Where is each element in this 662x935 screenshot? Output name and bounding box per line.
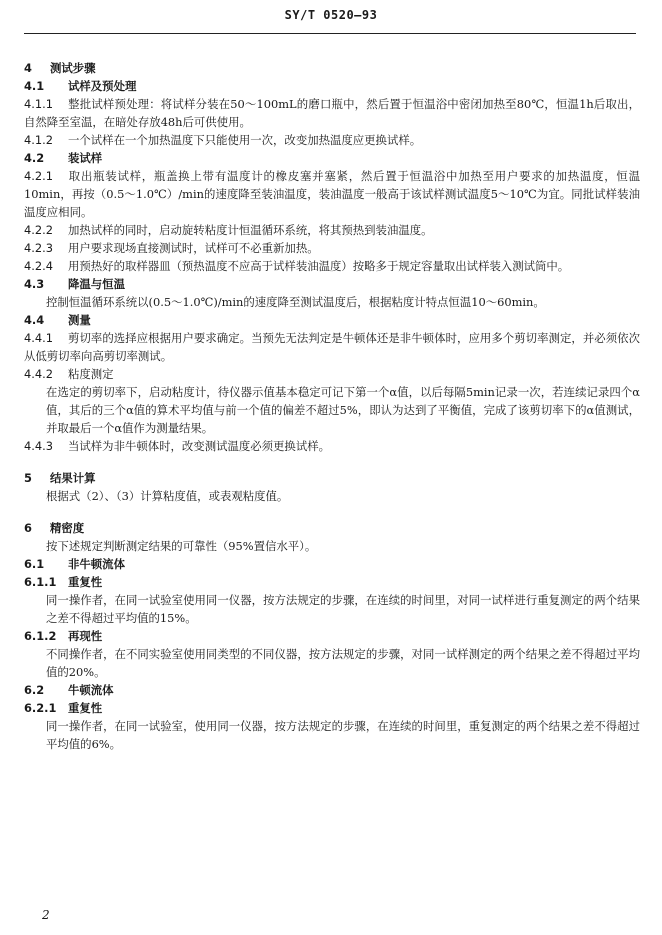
clause-number: 6.2.1	[24, 701, 57, 715]
page-footer	[42, 908, 50, 922]
clause-text: 取出瓶装试样，瓶盖换上带有温度计的橡皮塞并塞紧，然后置于恒温浴中加热至用户要求的加热温度，恒温10min，再按（0.5～1.0℃）/min的速度降至装油温度，装油温度一般高于该试样测试温度5～10℃为宜。同批试样装油温度应相同。	[24, 169, 640, 219]
section-gap	[24, 505, 640, 515]
clause-text: 测试步骤	[50, 61, 96, 75]
paragraph	[24, 131, 640, 149]
section-gap	[24, 455, 640, 465]
clause-text: 同一操作者，在同一试验室，使用同一仪器，按方法规定的步骤，在连续的时间里，重复测定的两个结果之差不得超过平均值的6%。	[46, 719, 640, 751]
clause-number: 4.2	[24, 151, 45, 165]
paragraph	[24, 487, 640, 505]
clause-number: 5	[24, 471, 32, 485]
clause-text: 结果计算	[50, 471, 96, 485]
paragraph	[24, 717, 640, 753]
document-header	[0, 8, 662, 22]
paragraph	[24, 257, 640, 275]
clause-text: 一个试样在一个加热温度下只能使用一次，改变加热温度应更换试样。	[68, 133, 422, 147]
clause-text: 同一操作者，在同一试验室使用同一仪器，按方法规定的步骤，在连续的时间里，对同一试样进行重复测定的两个结果之差不得超过平均值的15%。	[46, 593, 640, 625]
clause-number: 4.4	[24, 313, 45, 327]
subsection-heading	[24, 555, 640, 573]
paragraph	[24, 95, 640, 131]
clause-text: 加热试样的同时，启动旋转粘度计恒温循环系统，将其预热到装油温度。	[68, 223, 433, 237]
clause-text: 在选定的剪切率下，启动粘度计，待仪器示值基本稳定可记下第一个α值，以后每隔5min记录一次，若连续记录四个α值，其后的三个α值的算术平均值与前一个值的偏差不超过5%，即认为达到了平衡值，完成了该剪切率下的α值测试，并取最后一个α值作为测量结果。	[46, 385, 640, 435]
page-number: 2	[42, 908, 50, 922]
page-body	[24, 55, 640, 753]
clause-number: 4.1.2	[24, 133, 53, 147]
clause-number: 4.2.3	[24, 241, 53, 255]
paragraph	[24, 537, 640, 555]
clause-text: 整批试样预处理：将试样分装在50～100mL的磨口瓶中，然后置于恒温浴中密闭加热至80℃，恒温1h后取出，自然降至室温，在暗处存放48h后可供使用。	[24, 97, 640, 129]
paragraph	[24, 645, 640, 681]
clause-text: 剪切率的选择应根据用户要求确定。当预先无法判定是牛顿体还是非牛顿体时，应用多个剪切率测定，并必须依次从低剪切率向高剪切率测试。	[24, 331, 640, 363]
clause-number: 4	[24, 61, 32, 75]
paragraph	[24, 329, 640, 365]
clause-text: 测量	[68, 313, 91, 327]
clause-text: 重复性	[68, 701, 103, 715]
clause-number: 6.2	[24, 683, 45, 697]
document-code: SY/T 0520—93	[284, 8, 378, 22]
section-heading	[24, 519, 640, 537]
subsection-heading	[24, 627, 640, 645]
section-heading	[24, 469, 640, 487]
clause-number: 6.1.2	[24, 629, 57, 643]
clause-text: 精密度	[50, 521, 85, 535]
paragraph	[24, 221, 640, 239]
clause-number: 6.1	[24, 557, 45, 571]
clause-number: 4.4.1	[24, 331, 53, 345]
subsection-heading	[24, 77, 640, 95]
subsection-heading	[24, 149, 640, 167]
clause-text: 当试样为非牛顿体时，改变测试温度必须更换试样。	[68, 439, 330, 453]
clause-text: 用户要求现场直接测试时，试样可不必重新加热。	[68, 241, 319, 255]
clause-text: 牛顿流体	[68, 683, 114, 697]
subsection-heading	[24, 681, 640, 699]
subsection-heading	[24, 311, 640, 329]
subsection-heading	[24, 573, 640, 591]
clause-text: 根据式（2）、（3）计算粘度值，或表观粘度值。	[46, 489, 289, 503]
clause-number: 4.2.2	[24, 223, 53, 237]
clause-text: 粘度测定	[68, 367, 114, 381]
paragraph	[24, 437, 640, 455]
clause-text: 装试样	[68, 151, 103, 165]
clause-number: 4.1.1	[24, 97, 53, 111]
clause-number: 4.4.2	[24, 367, 53, 381]
paragraph	[24, 167, 640, 221]
clause-text: 用预热好的取样器皿（预热温度不应高于试样装油温度）按略多于规定容量取出试样装入测试筒中。	[68, 259, 570, 273]
clause-number: 4.2.4	[24, 259, 53, 273]
subsection-heading	[24, 699, 640, 717]
header-rule	[24, 33, 636, 34]
clause-text: 再现性	[68, 629, 103, 643]
clause-number: 6	[24, 521, 32, 535]
paragraph	[24, 239, 640, 257]
paragraph	[24, 365, 640, 383]
clause-text: 控制恒温循环系统以(0.5～1.0℃)/min的速度降至测试温度后，根据粘度计特点恒温10～60min。	[46, 295, 545, 309]
clause-number: 4.3	[24, 277, 45, 291]
clause-text: 试样及预处理	[68, 79, 137, 93]
paragraph	[24, 293, 640, 311]
paragraph	[24, 591, 640, 627]
section-heading	[24, 59, 640, 77]
paragraph	[24, 383, 640, 437]
clause-number: 4.2.1	[24, 169, 53, 183]
clause-text: 降温与恒温	[68, 277, 125, 291]
clause-number: 4.4.3	[24, 439, 53, 453]
clause-number: 6.1.1	[24, 575, 57, 589]
clause-text: 按下述规定判断测定结果的可靠性（95%置信水平）。	[46, 539, 317, 553]
clause-number: 4.1	[24, 79, 45, 93]
subsection-heading	[24, 275, 640, 293]
clause-text: 不同操作者，在不同实验室使用同类型的不同仪器，按方法规定的步骤，对同一试样测定的两个结果之差不得超过平均值的20%。	[46, 647, 640, 679]
clause-text: 非牛顿流体	[68, 557, 125, 571]
clause-text: 重复性	[68, 575, 103, 589]
